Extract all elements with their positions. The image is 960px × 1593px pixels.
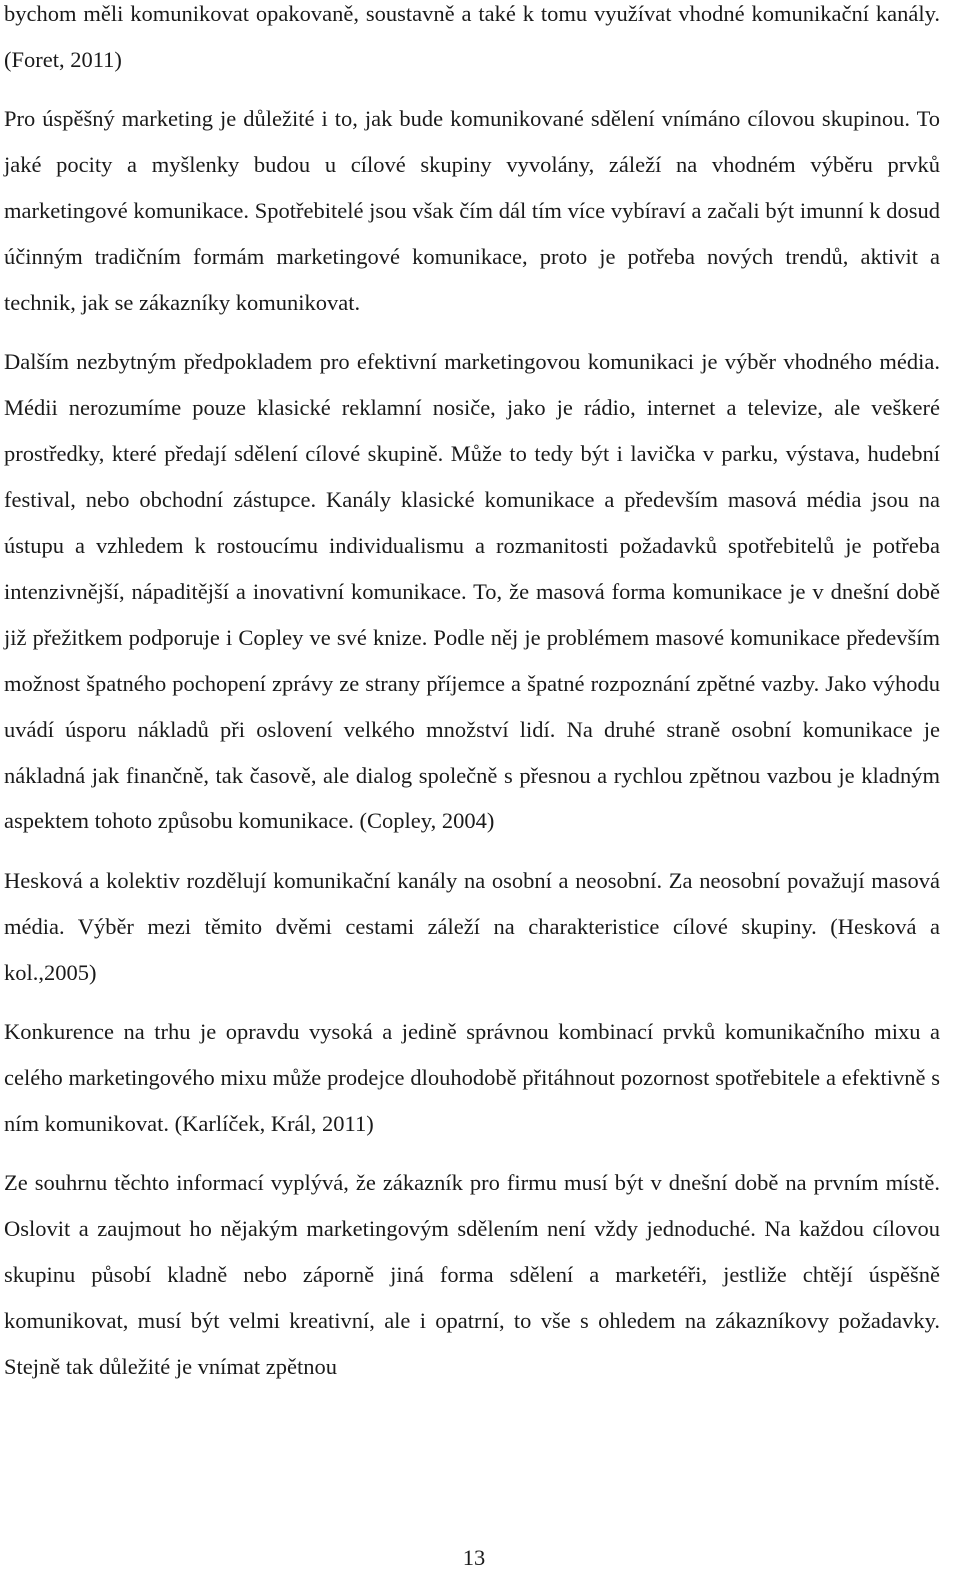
paragraph-competition: Konkurence na trhu je opravdu vysoká a jedině správnou kombinací prvků komunikačního mixu a celého marketingového mixu může prodejce dlouhodobě přitáhnout pozornost spotřebitele a efektivně s ním komunikovat. (Karlíček, Král, 2011) <box>4 1019 940 1136</box>
paragraph-summary: Ze souhrnu těchto informací vyplývá, že zákazník pro firmu musí být v dnešní době na prvním místě. Oslovit a zaujmout ho nějakým marketingovým sdělením není vždy jednoduché. Na každou cílovou skupinu působí kladně nebo záporně jiná forma sdělení a marketéři, jestliže chtějí úspěšně komunikovat, musí být velmi kreativní, ale i opatrní, to vše s ohledem na zákazníkovy požadavky. Stejně tak důležité je vnímat zpětnou <box>4 1170 940 1379</box>
document-page <box>4 0 940 1403</box>
page-number: 13 <box>462 1545 486 1570</box>
paragraph-perception: Pro úspěšný marketing je důležité i to, jak bude komunikované sdělení vnímáno cílovou skupinou. To jaké pocity a myšlenky budou u cílové skupiny vyvolány, záleží na vhodném výběru prvků marketingové komunikace. Spotřebitelé jsou však čím dál tím více vybíraví a začali být imunní k dosud účinným tradičním formám marketingové komunikace, proto je potřeba nových trendů, aktivit a technik, jak se zákazníky komunikovat. <box>4 106 940 315</box>
paragraph-channels: Hesková a kolektiv rozdělují komunikační kanály na osobní a neosobní. Za neosobní považují masová média. Výběr mezi těmito dvěmi cestami záleží na charakteristice cílové skupiny. (Hesková a kol.,2005) <box>4 867 940 985</box>
paragraph-continued: bychom měli komunikovat opakovaně, soustavně a také k tomu využívat vhodné komunikační kanály. (Foret, 2011) <box>4 1 940 72</box>
paragraph-media: Dalším nezbytným předpokladem pro efektivní marketingovou komunikaci je výběr vhodného média. Médii nerozumíme pouze klasické reklamní nosiče, jako je rádio, internet a televize, ale veškeré prostředky, které předají sdělení cílové skupině. Může to tedy být i lavička v parku, výstava, hudební festival, nebo obchodní zástupce. Kanály klasické komunikace a především masová média jsou na ústupu a vzhledem k rostoucímu individualismu a rozmanitosti požadavků spotřebitelů je potřeba intenzivnější, nápaditější a inovativní komunikace. To, že masová forma komunikace je v dnešní době již přežitkem podporuje i Copley ve své knize. Podle něj je problémem masové komunikace především možnost špatného pochopení zprávy ze strany příjemce a špatné rozpoznání zpětné vazby. Jako výhodu uvádí úsporu nákladů při oslovení velkého množství lidí. Na druhé straně osobní komunikace je nákladná jak finančně, tak časově, ale dialog společně s přesnou a rychlou zpětnou vazbou je kladným aspektem tohoto způsobu komunikace. (Copley, 2004) <box>4 349 940 834</box>
